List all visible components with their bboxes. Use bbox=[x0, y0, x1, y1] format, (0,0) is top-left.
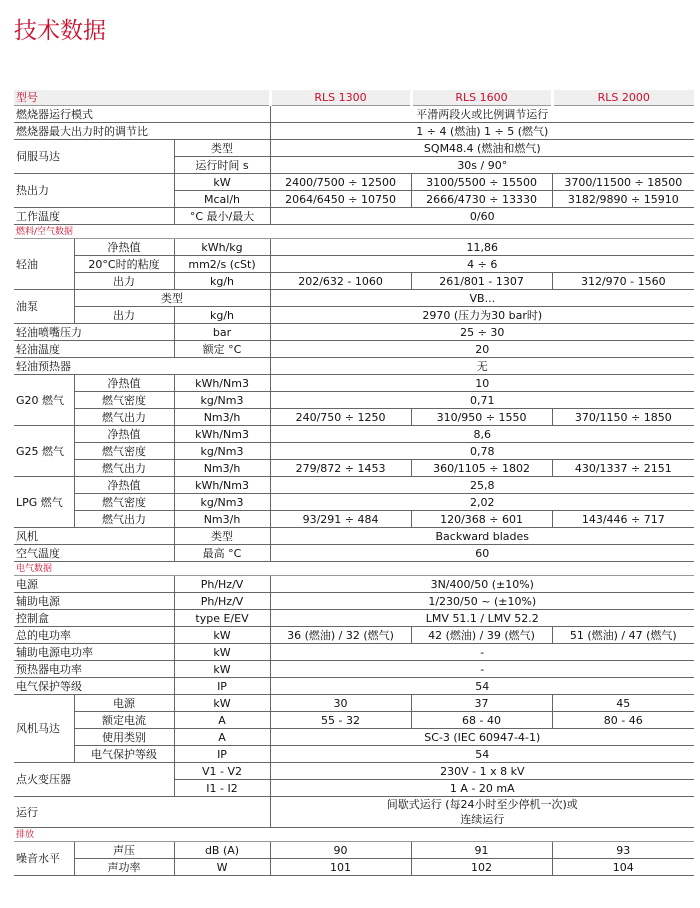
table-row bbox=[14, 528, 694, 545]
row-label: 电源 bbox=[14, 576, 174, 593]
row-label: 辅助电源 bbox=[14, 593, 174, 610]
row-value: 1 A - 20 mA bbox=[270, 780, 694, 797]
row-unit: kW bbox=[174, 644, 270, 661]
row-sublabel: 燃气密度 bbox=[74, 392, 174, 409]
row-value: LMV 51.1 / LMV 52.2 bbox=[270, 610, 694, 627]
table-row bbox=[14, 290, 694, 307]
row-value: 30 bbox=[270, 695, 411, 712]
row-value: 120/368 ÷ 601 bbox=[411, 511, 552, 528]
row-label: 总的电功率 bbox=[14, 627, 174, 644]
row-unit: V1 - V2 bbox=[174, 763, 270, 780]
row-label: LPG 燃气 bbox=[14, 477, 74, 528]
row-value: 101 bbox=[270, 859, 411, 876]
section-row bbox=[14, 225, 694, 239]
table-row bbox=[14, 627, 694, 644]
row-value: 54 bbox=[270, 678, 694, 695]
row-unit: kg/Nm3 bbox=[174, 443, 270, 460]
row-unit: kg/Nm3 bbox=[174, 494, 270, 511]
row-label: 空气温度 bbox=[14, 545, 174, 562]
row-label: G20 燃气 bbox=[14, 375, 74, 426]
row-value: 240/750 ÷ 1250 bbox=[270, 409, 411, 426]
row-value: 0,78 bbox=[270, 443, 694, 460]
row-value: VB... bbox=[270, 290, 694, 307]
table-row bbox=[14, 859, 694, 876]
row-label: 工作温度 bbox=[14, 208, 174, 225]
section-row bbox=[14, 562, 694, 576]
row-value: 2666/4730 ÷ 13330 bbox=[411, 191, 552, 208]
section-emission: 排放 bbox=[14, 828, 694, 842]
row-unit: W bbox=[174, 859, 270, 876]
row-value: 312/970 - 1560 bbox=[552, 273, 694, 290]
row-unit: kW bbox=[174, 174, 270, 191]
row-sublabel: 运行时间 s bbox=[174, 157, 270, 174]
row-sublabel: 类型 bbox=[74, 290, 270, 307]
section-fuel-air: 燃料/空气数据 bbox=[14, 225, 694, 239]
row-value: 430/1337 ÷ 2151 bbox=[552, 460, 694, 477]
row-value: 370/1150 ÷ 1850 bbox=[552, 409, 694, 426]
row-value: 60 bbox=[270, 545, 694, 562]
row-value: SQM48.4 (燃油和燃气) bbox=[270, 140, 694, 157]
table-row bbox=[14, 307, 694, 324]
table-row bbox=[14, 208, 694, 225]
row-value: 54 bbox=[270, 746, 694, 763]
row-value: 91 bbox=[411, 842, 552, 859]
row-value: 202/632 - 1060 bbox=[270, 273, 411, 290]
row-unit: °C 最小/最大 bbox=[174, 208, 270, 225]
row-value: 36 (燃油) / 32 (燃气) bbox=[270, 627, 411, 644]
row-sublabel: 燃气出力 bbox=[74, 511, 174, 528]
table-row bbox=[14, 460, 694, 477]
table-row bbox=[14, 409, 694, 426]
row-unit: 最高 °C bbox=[174, 545, 270, 562]
row-value: 10 bbox=[270, 375, 694, 392]
row-label: 点火变压器 bbox=[14, 763, 174, 797]
table-row bbox=[14, 661, 694, 678]
table-row bbox=[14, 341, 694, 358]
row-unit: kW bbox=[174, 695, 270, 712]
row-value: 0/60 bbox=[270, 208, 694, 225]
row-value: 30s / 90° bbox=[270, 157, 694, 174]
row-unit: 类型 bbox=[174, 528, 270, 545]
table-row bbox=[14, 375, 694, 392]
table-row bbox=[14, 610, 694, 627]
row-value: 68 - 40 bbox=[411, 712, 552, 729]
row-unit: kWh/Nm3 bbox=[174, 375, 270, 392]
row-sublabel: 使用类别 bbox=[74, 729, 174, 746]
row-value bbox=[270, 797, 694, 828]
operation-line-1: 间歇式运行 (每24小时至少停机一次)或 bbox=[386, 798, 578, 811]
table-row bbox=[14, 511, 694, 528]
row-label: G25 燃气 bbox=[14, 426, 74, 477]
row-value: 3N/400/50 (±10%) bbox=[270, 576, 694, 593]
row-label: 轻油喷嘴压力 bbox=[14, 324, 174, 341]
row-sublabel: 燃气出力 bbox=[74, 460, 174, 477]
row-unit: kg/h bbox=[174, 273, 270, 290]
table-row bbox=[14, 477, 694, 494]
row-label: 轻油预热器 bbox=[14, 358, 270, 375]
table-row bbox=[14, 239, 694, 256]
table-row bbox=[14, 106, 694, 123]
row-unit: A bbox=[174, 712, 270, 729]
row-value: 1 ÷ 4 (燃油) 1 ÷ 5 (燃气) bbox=[270, 123, 694, 140]
row-sublabel: 净热值 bbox=[74, 239, 174, 256]
row-unit: kg/h bbox=[174, 307, 270, 324]
row-unit: Ph/Hz/V bbox=[174, 593, 270, 610]
row-label: 运行 bbox=[14, 797, 270, 828]
table-row bbox=[14, 545, 694, 562]
row-sublabel: 出力 bbox=[74, 307, 174, 324]
table-row bbox=[14, 273, 694, 290]
row-unit: Ph/Hz/V bbox=[174, 576, 270, 593]
row-value: 20 bbox=[270, 341, 694, 358]
row-unit: Mcal/h bbox=[174, 191, 270, 208]
model-rls-2000: RLS 2000 bbox=[552, 90, 694, 106]
row-value: - bbox=[270, 644, 694, 661]
row-value: 3700/11500 ÷ 18500 bbox=[552, 174, 694, 191]
table-row bbox=[14, 644, 694, 661]
row-value: 3182/9890 ÷ 15910 bbox=[552, 191, 694, 208]
row-value: 3100/5500 ÷ 15500 bbox=[411, 174, 552, 191]
row-unit: kWh/kg bbox=[174, 239, 270, 256]
model-header-row bbox=[14, 90, 694, 106]
row-sublabel: 出力 bbox=[74, 273, 174, 290]
table-row bbox=[14, 842, 694, 859]
row-sublabel: 燃气密度 bbox=[74, 494, 174, 511]
row-value: 4 ÷ 6 bbox=[270, 256, 694, 273]
row-unit: type E/EV bbox=[174, 610, 270, 627]
row-unit: A bbox=[174, 729, 270, 746]
row-unit: kW bbox=[174, 661, 270, 678]
row-value: 8,6 bbox=[270, 426, 694, 443]
row-unit: mm2/s (cSt) bbox=[174, 256, 270, 273]
row-sublabel: 电气保护等级 bbox=[74, 746, 174, 763]
row-label: 噪音水平 bbox=[14, 842, 74, 876]
page-title: 技术数据 bbox=[14, 18, 106, 44]
row-unit: Nm3/h bbox=[174, 511, 270, 528]
table-row bbox=[14, 392, 694, 409]
row-label: 辅助电源电功率 bbox=[14, 644, 174, 661]
row-sublabel: 类型 bbox=[174, 140, 270, 157]
row-value: - bbox=[270, 661, 694, 678]
row-label: 伺服马达 bbox=[14, 140, 174, 174]
row-sublabel: 20°C时的粘度 bbox=[74, 256, 174, 273]
row-unit: kg/Nm3 bbox=[174, 392, 270, 409]
table-row bbox=[14, 576, 694, 593]
table-row bbox=[14, 593, 694, 610]
model-rls-1300: RLS 1300 bbox=[270, 90, 411, 106]
row-value: 230V - 1 x 8 kV bbox=[270, 763, 694, 780]
row-sublabel: 额定电流 bbox=[74, 712, 174, 729]
row-sublabel: 净热值 bbox=[74, 426, 174, 443]
row-unit: Nm3/h bbox=[174, 460, 270, 477]
row-value: 102 bbox=[411, 859, 552, 876]
row-value: 2,02 bbox=[270, 494, 694, 511]
row-value: 55 - 32 bbox=[270, 712, 411, 729]
table-row bbox=[14, 358, 694, 375]
row-value: 25 ÷ 30 bbox=[270, 324, 694, 341]
table-row bbox=[14, 746, 694, 763]
table-row bbox=[14, 763, 694, 780]
row-label: 风机 bbox=[14, 528, 174, 545]
row-value: 1/230/50 ~ (±10%) bbox=[270, 593, 694, 610]
table-row bbox=[14, 712, 694, 729]
row-value: SC-3 (IEC 60947-4-1) bbox=[270, 729, 694, 746]
row-label: 热出力 bbox=[14, 174, 174, 208]
row-sublabel: 电源 bbox=[74, 695, 174, 712]
row-value: 平滑两段火或比例调节运行 bbox=[270, 106, 694, 123]
row-value: 11,86 bbox=[270, 239, 694, 256]
row-unit: dB (A) bbox=[174, 842, 270, 859]
row-value: 2970 (压力为30 bar时) bbox=[270, 307, 694, 324]
row-value: 93 bbox=[552, 842, 694, 859]
row-value: 25,8 bbox=[270, 477, 694, 494]
table-row bbox=[14, 494, 694, 511]
row-unit: kWh/Nm3 bbox=[174, 477, 270, 494]
row-label: 燃烧器最大出力时的调节比 bbox=[14, 123, 270, 140]
table-row bbox=[14, 426, 694, 443]
row-value: 2400/7500 ÷ 12500 bbox=[270, 174, 411, 191]
table-row bbox=[14, 797, 694, 828]
row-sublabel: 净热值 bbox=[74, 375, 174, 392]
row-unit: 额定 °C bbox=[174, 341, 270, 358]
technical-data-table bbox=[14, 90, 694, 876]
row-label: 预热器电功率 bbox=[14, 661, 174, 678]
row-value: 无 bbox=[270, 358, 694, 375]
row-sublabel: 燃气密度 bbox=[74, 443, 174, 460]
row-label: 控制盒 bbox=[14, 610, 174, 627]
row-unit: kW bbox=[174, 627, 270, 644]
section-electrical: 电气数据 bbox=[14, 562, 694, 576]
row-unit: kWh/Nm3 bbox=[174, 426, 270, 443]
row-sublabel: 声压 bbox=[74, 842, 174, 859]
row-unit: Nm3/h bbox=[174, 409, 270, 426]
row-value: 37 bbox=[411, 695, 552, 712]
row-sublabel: 燃气出力 bbox=[74, 409, 174, 426]
row-sublabel: 净热值 bbox=[74, 477, 174, 494]
row-value: 80 - 46 bbox=[552, 712, 694, 729]
row-label: 油泵 bbox=[14, 290, 74, 324]
table-row bbox=[14, 256, 694, 273]
table-row bbox=[14, 729, 694, 746]
row-value: 42 (燃油) / 39 (燃气) bbox=[411, 627, 552, 644]
table-row bbox=[14, 140, 694, 157]
row-value: 0,71 bbox=[270, 392, 694, 409]
table-row bbox=[14, 174, 694, 191]
row-value: 2064/6450 ÷ 10750 bbox=[270, 191, 411, 208]
row-unit: bar bbox=[174, 324, 270, 341]
row-value: Backward blades bbox=[270, 528, 694, 545]
model-rls-1600: RLS 1600 bbox=[411, 90, 552, 106]
row-value: 93/291 ÷ 484 bbox=[270, 511, 411, 528]
operation-line-2: 连续运行 bbox=[460, 813, 505, 826]
row-label: 轻油温度 bbox=[14, 341, 174, 358]
row-value: 279/872 ÷ 1453 bbox=[270, 460, 411, 477]
section-row bbox=[14, 828, 694, 842]
row-value: 360/1105 ÷ 1802 bbox=[411, 460, 552, 477]
table-row bbox=[14, 443, 694, 460]
row-label: 风机马达 bbox=[14, 695, 74, 763]
table-row bbox=[14, 324, 694, 341]
row-value: 143/446 ÷ 717 bbox=[552, 511, 694, 528]
row-value: 104 bbox=[552, 859, 694, 876]
row-label: 电气保护等级 bbox=[14, 678, 174, 695]
row-value: 45 bbox=[552, 695, 694, 712]
row-unit: I1 - I2 bbox=[174, 780, 270, 797]
table-row bbox=[14, 695, 694, 712]
row-label: 燃烧器运行模式 bbox=[14, 106, 270, 123]
row-value: 261/801 - 1307 bbox=[411, 273, 552, 290]
row-unit: IP bbox=[174, 746, 270, 763]
row-value: 310/950 ÷ 1550 bbox=[411, 409, 552, 426]
row-value: 90 bbox=[270, 842, 411, 859]
row-value: 51 (燃油) / 47 (燃气) bbox=[552, 627, 694, 644]
table-row bbox=[14, 678, 694, 695]
row-label: 轻油 bbox=[14, 239, 74, 290]
model-header-label: 型号 bbox=[14, 90, 270, 106]
row-sublabel: 声功率 bbox=[74, 859, 174, 876]
table-row bbox=[14, 123, 694, 140]
row-unit: IP bbox=[174, 678, 270, 695]
